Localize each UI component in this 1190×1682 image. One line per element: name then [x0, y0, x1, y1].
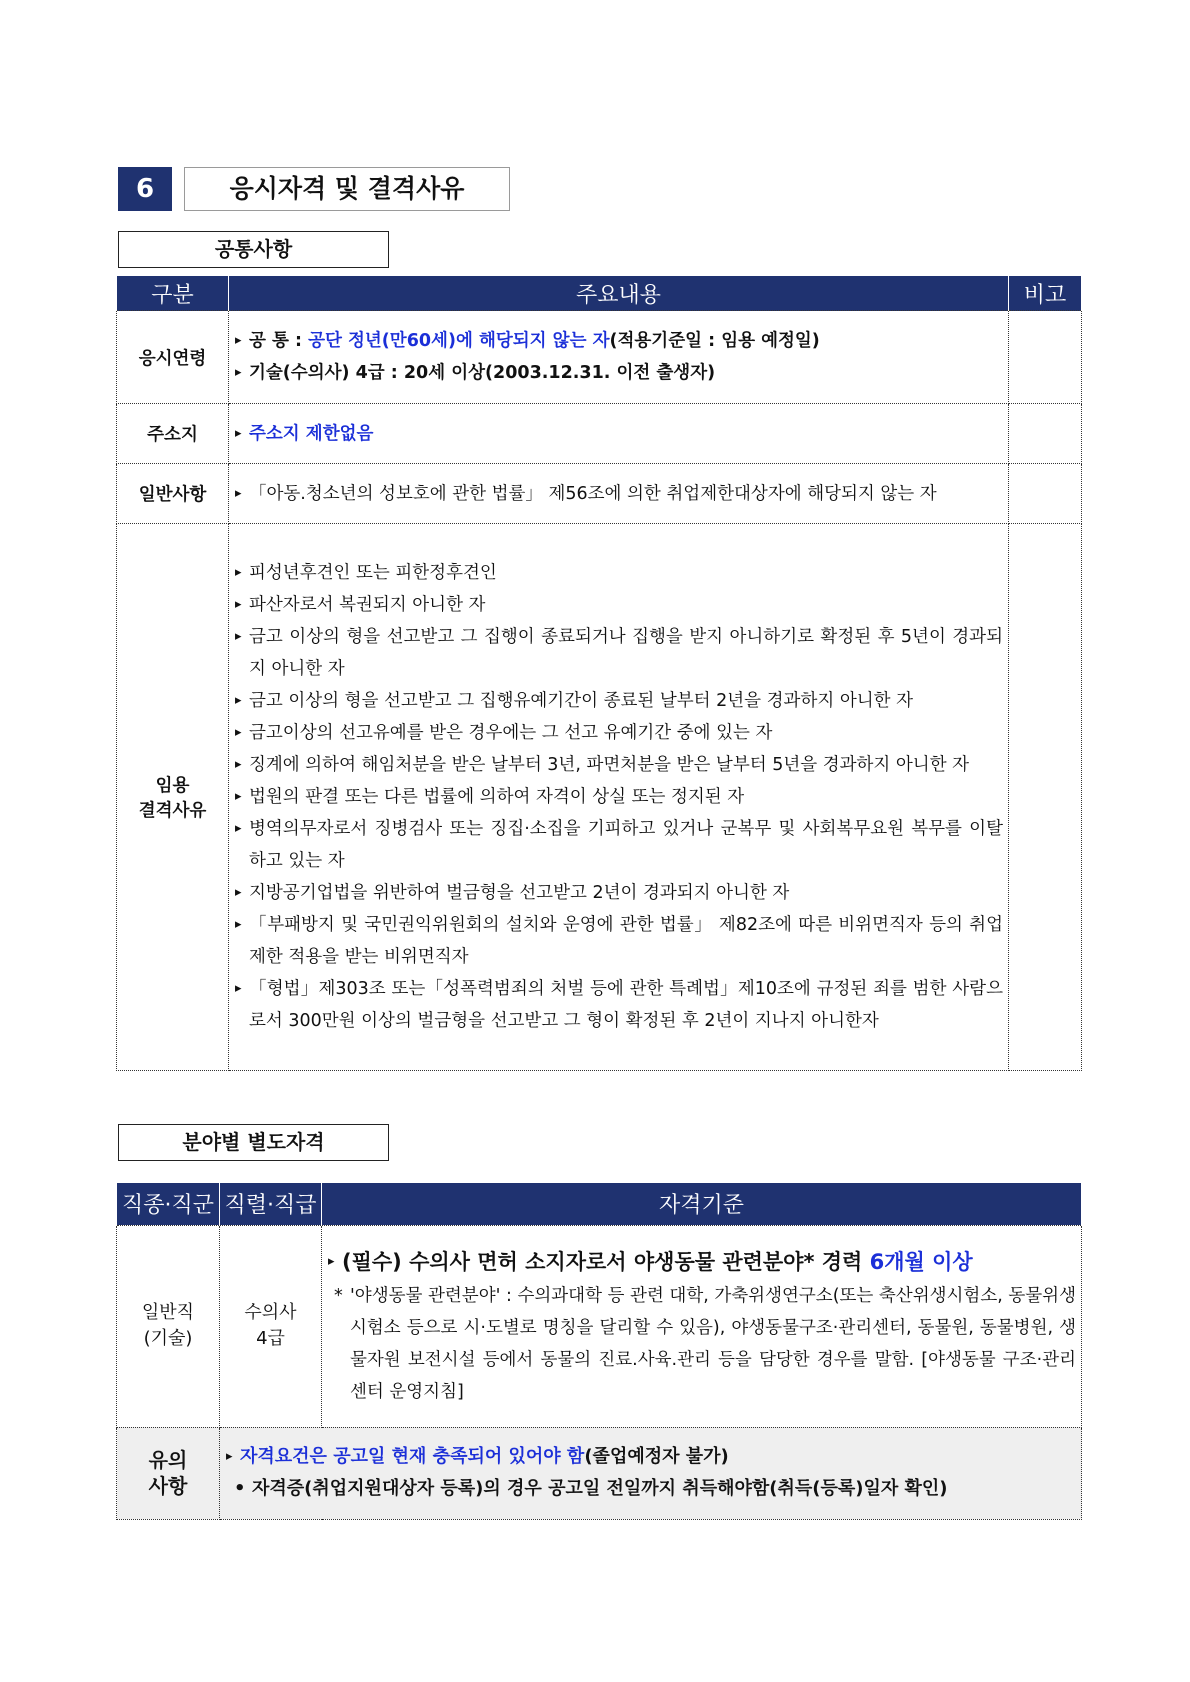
- notice-row: [117, 1427, 1082, 1519]
- general-remarks: [1009, 464, 1082, 524]
- notice-line1-highlight: 자격요건은 공고일 현재 충족되어 있어야 함: [240, 1446, 585, 1467]
- notice-line2-text: 자격증(취업지원대상자 등록)의 경우 공고일 전일까지 취득해야함(취득(등록)일자 확인): [252, 1478, 948, 1499]
- bullet-mark: •: [234, 1478, 246, 1499]
- age-content: [229, 311, 1009, 404]
- vet-criteria-note-text: '야생동물 관련분야' : 수의과대학 등 관련 대학, 가축위생연구소(또는 축산위생시험소, 동물위생시험소 등으로 시·도별로 명칭을 달리할 수 있음), 야생동물구조·관리센터, 동물원, 동물병원, 생물자원 보전시설 등에서 동물의 진료.사육.관리 등을 담당한 경우를 말함. [야생동물 구조·관리센터 운영지침]: [350, 1286, 1076, 1402]
- note-mark: *: [334, 1286, 343, 1306]
- age-common-suffix: (적용기준일 : 임용 예정일): [609, 331, 820, 351]
- disq-item: ▸ 「부패방지 및 국민권익위원회의 설치와 운영에 관한 법률」 제82조에 따른 비위면직자 등의 취업제한 적용을 받는 비위면직자: [235, 909, 1003, 973]
- age-line-tech: ▸ 기술(수의사) 4급 : 20세 이상(2003.12.31. 이전 출생자): [235, 357, 1003, 389]
- age-label: 응시연령: [117, 311, 229, 404]
- address-content: [229, 404, 1009, 464]
- field-header-row: [117, 1183, 1082, 1225]
- header-criteria: 자격기준: [322, 1183, 1082, 1225]
- notice-line1: [226, 1441, 1076, 1473]
- disq-item: ▸ 피성년후견인 또는 피한정후견인: [235, 557, 1003, 589]
- common-heading: 공통사항: [118, 231, 389, 268]
- disq-item: ▸ 금고 이상의 형을 선고받고 그 집행유예기간이 종료된 날부터 2년을 경과하지 아니한 자: [235, 685, 1003, 717]
- age-common-prefix: 공 통 :: [249, 331, 309, 351]
- field-heading: 분야별 별도자격: [118, 1124, 389, 1161]
- general-label: 일반사항: [117, 464, 229, 524]
- disq-item: ▸ 금고 이상의 형을 선고받고 그 집행이 종료되거나 집행을 받지 아니하기로 확정된 후 5년이 경과되지 아니한 자: [235, 621, 1003, 685]
- common-header-row: [117, 276, 1082, 311]
- vet-criteria: [322, 1225, 1082, 1427]
- disqualification-remarks: [1009, 524, 1082, 1071]
- age-common-highlight: 공단 정년(만60세)에 해당되지 않는 자: [308, 331, 610, 351]
- notice-label-line2: 사항: [148, 1474, 188, 1498]
- disq-item: ▸ 「형법」제303조 또는「성폭력범죄의 처벌 등에 관한 특례법」제10조에 규정된 죄를 범한 사람으로서 300만원 이상의 벌금형을 선고받고 그 형이 확정된 후 2년이 지나지 아니한자: [235, 973, 1003, 1037]
- notice-line2: [226, 1473, 1076, 1505]
- field-table: [116, 1183, 1082, 1520]
- general-content: [229, 464, 1009, 524]
- disq-item: ▸ 금고이상의 선고유예를 받은 경우에는 그 선고 유예기간 중에 있는 자: [235, 717, 1003, 749]
- disq-label-line1: 임용: [155, 776, 190, 796]
- vet-series-line2: 4급: [256, 1328, 285, 1349]
- disqualification-content: [229, 524, 1009, 1071]
- vet-group-line1: 일반직: [141, 1302, 195, 1323]
- address-remarks: [1009, 404, 1082, 464]
- vet-group-line2: (기술): [143, 1328, 193, 1349]
- vet-criteria-highlight: 6개월 이상: [869, 1250, 973, 1274]
- vet-criteria-main-text: (필수) 수의사 면허 소지자로서 야생동물 관련분야* 경력: [342, 1250, 870, 1274]
- vet-row: [117, 1225, 1082, 1427]
- notice-content: [220, 1427, 1082, 1519]
- age-remarks: [1009, 311, 1082, 404]
- disqualification-row: [117, 524, 1082, 1071]
- header-series: 직렬·직급: [220, 1183, 322, 1225]
- section-number: 6: [118, 167, 172, 211]
- vet-series-line1: 수의사: [244, 1302, 297, 1323]
- vet-group: [117, 1225, 220, 1427]
- age-line-common: [235, 325, 1003, 357]
- notice-label: [117, 1427, 220, 1519]
- disq-item: ▸ 지방공기업법을 위반하여 벌금형을 선고받고 2년이 경과되지 아니한 자: [235, 877, 1003, 909]
- notice-label-line1: 유의: [148, 1448, 188, 1472]
- age-row: [117, 311, 1082, 404]
- disq-label-line2: 결격사유: [138, 801, 207, 821]
- general-row: [117, 464, 1082, 524]
- disqualification-label: [117, 524, 229, 1071]
- disq-item: ▸ 파산자로서 복권되지 아니한 자: [235, 589, 1003, 621]
- notice-line1-suffix: (졸업예정자 불가): [584, 1446, 729, 1467]
- disq-item: ▸ 법원의 판결 또는 다른 법률에 의하여 자격이 상실 또는 정지된 자: [235, 781, 1003, 813]
- disq-item: ▸ 징계에 의하여 해임처분을 받은 날부터 3년, 파면처분을 받은 날부터 5년을 경과하지 아니한 자: [235, 749, 1003, 781]
- header-remarks: 비고: [1009, 276, 1082, 311]
- address-row: [117, 404, 1082, 464]
- address-label: 주소지: [117, 404, 229, 464]
- address-text: ▸ 주소지 제한없음: [235, 418, 1003, 450]
- general-text: ▸ 「아동.청소년의 성보호에 관한 법률」 제56조에 의한 취업제한대상자에 해당되지 않는 자: [235, 478, 1003, 510]
- header-content: 주요내용: [229, 276, 1009, 311]
- vet-criteria-note: [328, 1280, 1076, 1408]
- section-title: 응시자격 및 결격사유: [184, 167, 510, 211]
- section-header: [118, 167, 510, 211]
- header-group: 직종·직군: [117, 1183, 220, 1225]
- vet-series: [220, 1225, 322, 1427]
- vet-criteria-main: [328, 1244, 1076, 1280]
- disq-item: ▸ 병역의무자로서 징병검사 또는 징집·소집을 기피하고 있거나 군복무 및 사회복무요원 복무를 이탈하고 있는 자: [235, 813, 1003, 877]
- common-table: [116, 276, 1082, 1071]
- header-category: 구분: [117, 276, 229, 311]
